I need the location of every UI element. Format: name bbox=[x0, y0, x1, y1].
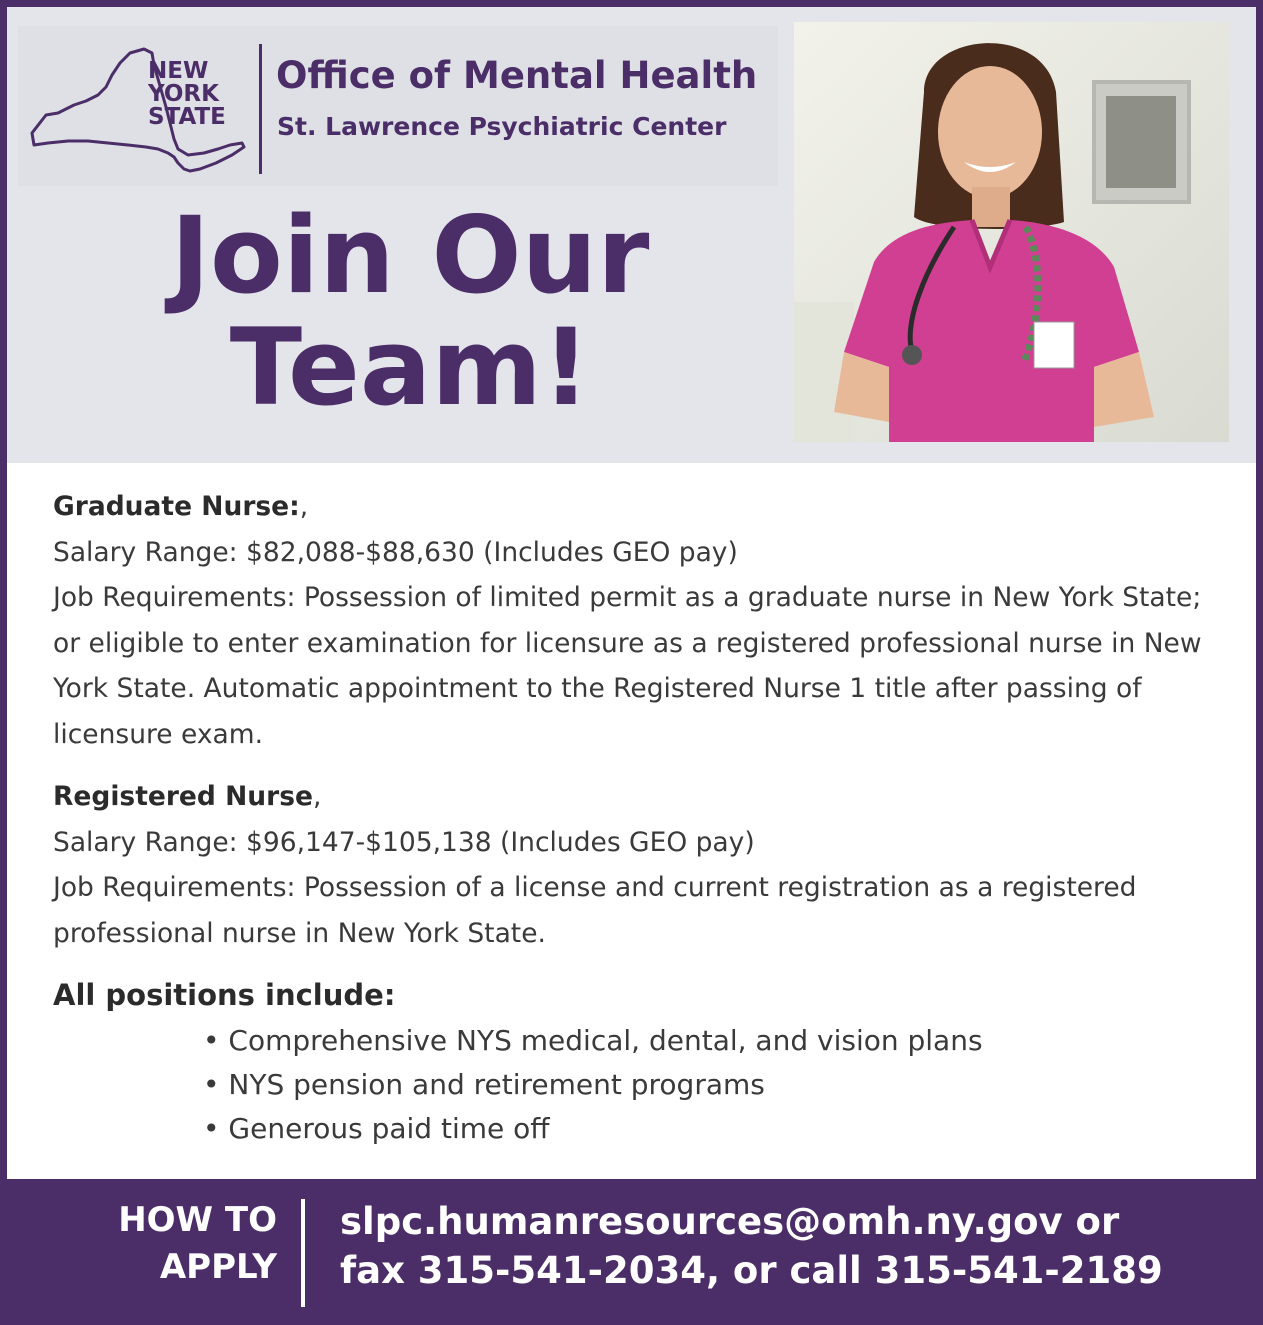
new-york-state-wordmark bbox=[148, 60, 240, 129]
list-item: • Comprehensive NYS medical, dental, and vision plans bbox=[203, 1019, 1233, 1063]
nurse-photo bbox=[794, 22, 1229, 442]
how-to-line-2: APPLY bbox=[159, 1247, 277, 1287]
how-to-apply-label bbox=[77, 1197, 277, 1291]
job-registered-nurse bbox=[53, 774, 1233, 956]
headline bbox=[100, 194, 720, 429]
how-to-apply-footer bbox=[7, 1179, 1256, 1318]
salary-range: Salary Range: $82,088-$88,630 (Includes GEO pay) bbox=[53, 536, 738, 568]
benefits-list bbox=[53, 1019, 1233, 1151]
job-requirements: Job Requirements: Possession of a license and current registration as a registered professional nurse in New York State. bbox=[53, 872, 1137, 949]
contact-info bbox=[340, 1197, 1163, 1295]
contact-phone-line[interactable]: fax 315-541-2034, or call 315-541-2189 bbox=[340, 1249, 1163, 1292]
wordmark-line-new: NEW bbox=[148, 58, 209, 84]
office-name: Office of Mental Health bbox=[276, 54, 758, 97]
job-graduate-nurse bbox=[53, 484, 1233, 757]
list-item: • NYS pension and retirement programs bbox=[203, 1063, 1233, 1107]
job-title-suffix: , bbox=[299, 491, 309, 522]
wordmark-line-york: YORK bbox=[148, 81, 219, 107]
logo-divider bbox=[259, 44, 262, 174]
list-item: • Generous paid time off bbox=[203, 1107, 1233, 1151]
footer-divider bbox=[301, 1199, 305, 1307]
job-title: Graduate Nurse: bbox=[53, 491, 300, 522]
headline-line-2: Team! bbox=[229, 306, 591, 429]
job-listings bbox=[53, 484, 1233, 1151]
nurse-illustration bbox=[794, 22, 1229, 442]
wordmark-line-state: STATE bbox=[148, 104, 226, 130]
center-name: St. Lawrence Psychiatric Center bbox=[277, 112, 727, 141]
headline-line-1: Join Our bbox=[170, 194, 650, 317]
salary-range: Salary Range: $96,147-$105,138 (Includes GEO pay) bbox=[53, 826, 755, 858]
job-title: Registered Nurse bbox=[53, 781, 313, 812]
contact-email-line[interactable]: slpc.humanresources@omh.ny.gov or bbox=[340, 1200, 1120, 1243]
job-title-suffix: , bbox=[312, 781, 322, 812]
benefits-title: All positions include: bbox=[53, 978, 396, 1012]
job-requirements: Job Requirements: Possession of limited permit as a graduate nurse in New York State; or eligible to enter examination for licensure as a registered professional nurse in New York State. Automatic appointment to the Registered Nurse 1 title after passing of licensure exam. bbox=[53, 582, 1202, 750]
how-to-line-1: HOW TO bbox=[118, 1200, 277, 1240]
